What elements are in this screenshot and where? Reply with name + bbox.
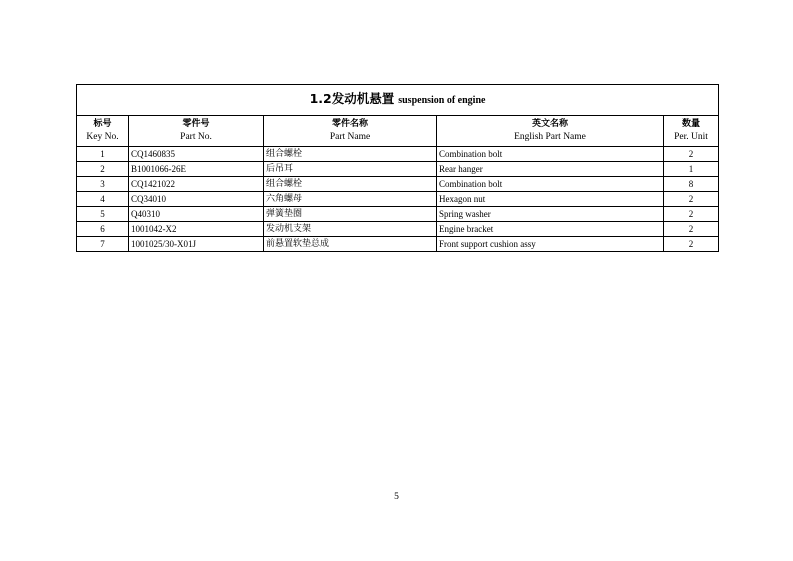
key-no-cell: 2	[77, 162, 129, 177]
header-cn: 英文名称	[531, 119, 568, 129]
english-name-cell: Spring washer	[437, 207, 664, 222]
header-key-no	[77, 116, 129, 147]
page-number: 5	[394, 492, 399, 502]
english-name-cell: Hexagon nut	[437, 192, 664, 207]
table-row	[77, 222, 719, 237]
key-no-cell: 7	[77, 237, 129, 252]
title-en: suspension of engine	[398, 95, 486, 106]
key-no-cell: 1	[77, 147, 129, 162]
table-row	[77, 192, 719, 207]
header-english-part-name	[437, 116, 664, 147]
header-row	[77, 116, 719, 147]
header-part-no	[129, 116, 264, 147]
header-en: Key No.	[86, 132, 119, 142]
part-no-cell: Q40310	[129, 207, 264, 222]
english-name-cell: Combination bolt	[437, 147, 664, 162]
quantity-cell: 1	[664, 162, 719, 177]
header-quantity	[664, 116, 719, 147]
part-name-cell: 组合螺栓	[264, 147, 437, 162]
key-no-cell: 4	[77, 192, 129, 207]
part-no-cell: CQ1460835	[129, 147, 264, 162]
quantity-cell: 2	[664, 222, 719, 237]
part-no-cell: 1001042-X2	[129, 222, 264, 237]
title-cn: 1.2发动机悬置	[309, 91, 395, 106]
part-name-cell: 弹簧垫圈	[264, 207, 437, 222]
header-cn: 标号	[93, 119, 112, 129]
key-no-cell: 5	[77, 207, 129, 222]
key-no-cell: 3	[77, 177, 129, 192]
quantity-cell: 2	[664, 207, 719, 222]
part-no-cell: CQ1421022	[129, 177, 264, 192]
key-no-cell: 6	[77, 222, 129, 237]
table-row	[77, 162, 719, 177]
header-cn: 零件名称	[331, 119, 368, 129]
table-row	[77, 237, 719, 252]
part-name-cell: 发动机支架	[264, 222, 437, 237]
header-en: English Part Name	[514, 132, 586, 142]
header-en: Part No.	[180, 132, 212, 142]
quantity-cell: 8	[664, 177, 719, 192]
header-cn: 数量	[682, 119, 701, 129]
part-name-cell: 前悬置软垫总成	[264, 237, 437, 252]
header-en: Part Name	[329, 132, 371, 142]
parts-table	[76, 84, 719, 252]
quantity-cell: 2	[664, 147, 719, 162]
quantity-cell: 2	[664, 192, 719, 207]
part-name-cell: 后吊耳	[264, 162, 437, 177]
english-name-cell: Engine bracket	[437, 222, 664, 237]
part-no-cell: CQ34010	[129, 192, 264, 207]
part-name-cell: 组合螺栓	[264, 177, 437, 192]
english-name-cell: Rear hanger	[437, 162, 664, 177]
header-part-name	[264, 116, 437, 147]
header-en: Per. Unit	[674, 132, 708, 142]
table-title	[77, 85, 719, 116]
table-row	[77, 147, 719, 162]
part-name-cell: 六角螺母	[264, 192, 437, 207]
english-name-cell: Front support cushion assy	[437, 237, 664, 252]
table-row	[77, 207, 719, 222]
part-no-cell: B1001066-26E	[129, 162, 264, 177]
english-name-cell: Combination bolt	[437, 177, 664, 192]
table-row	[77, 177, 719, 192]
quantity-cell: 2	[664, 237, 719, 252]
header-cn: 零件号	[182, 119, 210, 129]
part-no-cell: 1001025/30-X01J	[129, 237, 264, 252]
